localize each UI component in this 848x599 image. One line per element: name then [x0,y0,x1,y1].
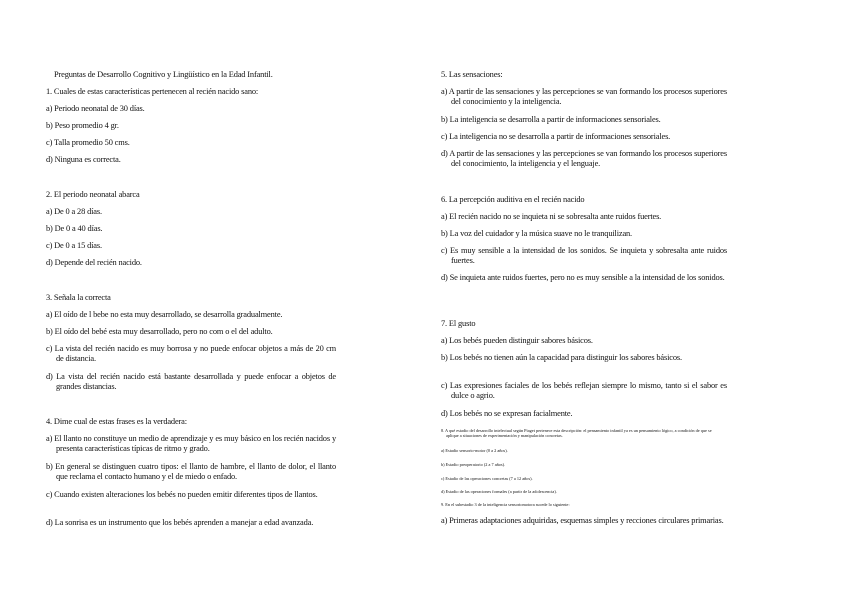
question-9: 9. En el subestadio 3 de la inteligencia sensoriomotora sucede lo siguiente: [441,502,570,507]
q4-option-d: d) La sonrisa es un instrumento que los bebés aprenden a manejar a edad avanzada. [46,518,314,527]
q8-option-a: a) Estadio sensorio-motor (0 a 2 años). [441,448,508,453]
q2-option-c: c) De 0 a 15 días. [46,241,102,250]
q2-option-b: b) De 0 a 40 días. [46,224,103,233]
q3-option-c: c) La vista del recién nacido es muy borrosa y no puede enfocar objetos a más de 20 cm de distancia. [46,344,336,363]
q4-option-b: b) En general se distinguen cuatro tipos: el llanto de hambre, el llanto de dolor, el llanto que reclama el contacto humano y el de miedo o enfado. [46,462,336,481]
question-8: 8. A qué estadio del desarrollo intelectual según Piaget pertenece esta descripción: el pensamiento infantil ya es un pensamiento lógico, a condición de que se aplique a situaciones de experimentación y manipulación concretas. [441,428,712,439]
document-title: Preguntas de Desarrollo Cognitivo y Lingüístico en la Edad Infantil. [54,70,273,79]
q7-option-b: b) Los bebés no tienen aún la capacidad para distinguir los sabores básicos. [441,353,682,362]
q2-option-a: a) De 0 a 28 días. [46,207,102,216]
q7-option-c: c) Las expresiones faciales de los bebés reflejan siempre lo mismo, tanto si el sabor es dulce o agrio. [441,381,727,400]
question-6: 6. La percepción auditiva en el recién nacido [441,195,585,204]
q5-option-c: c) La inteligencia no se desarrolla a partir de informaciones sensoriales. [441,132,671,141]
q3-option-d: d) La vista del recién nacido está bastante desarrollada y puede enfocar a objetos de grandes distancias. [46,372,336,391]
question-2: 2. El periodo neonatal abarca [46,190,140,199]
q4-option-a: a) El llanto no constituye un medio de aprendizaje y es muy básico en los recién nacidos y presenta características típicas de ritmo y grado. [46,434,336,453]
question-1: 1. Cuales de estas características pertenecen al recién nacido sano: [46,87,259,96]
q7-option-a: a) Los bebés pueden distinguir sabores básicos. [441,336,593,345]
question-7: 7. El gusto [441,319,476,328]
question-4: 4. Dime cual de estas frases es la verdadera: [46,417,187,426]
q5-option-a: a) A partir de las sensaciones y las percepciones se van formando los procesos superiores del conocimiento y la inteligencia. [441,87,727,106]
question-5: 5. Las sensaciones: [441,70,503,79]
q2-option-d: d) Depende del recién nacido. [46,258,142,267]
q5-option-d: d) A partir de las sensaciones y las percepciones se van formando los procesos superiores del conocimiento, la inteligencia y el lenguaje. [441,149,727,168]
q3-option-a: a) El oído de l bebe no esta muy desarrollado, se desarrolla gradualmente. [46,310,283,319]
q1-option-a: a) Periodo neonatal de 30 días. [46,104,145,113]
q7-option-d: d) Los bebés no se expresan facialmente. [441,409,573,418]
q6-option-b: b) La voz del cuidador y la música suave no le tranquilizan. [441,229,632,238]
question-3: 3. Señala la correcta [46,293,111,302]
q5-option-b: b) La inteligencia se desarrolla a partir de informaciones sensoriales. [441,115,661,124]
q1-option-d: d) Ninguna es correcta. [46,155,121,164]
q8-option-c: c) Estadio de las operaciones concretas (7 a 12 años). [441,476,533,481]
q4-option-c: c) Cuando existen alteraciones los bebés no pueden emitir diferentes tipos de llantos. [46,490,318,499]
q3-option-b: b) El oído del bebé esta muy desarrollado, pero no com o el del adulto. [46,327,273,336]
q6-option-a: a) El recién nacido no se inquieta ni se sobresalta ante ruidos fuertes. [441,212,662,221]
q8-option-b: b) Estadio preoperatorio (2 a 7 años). [441,462,506,467]
q1-option-c: c) Talla promedio 50 cms. [46,138,130,147]
q9-option-a: a) Primeras adaptaciones adquiridas, esquemas simples y recciones circulares primarias. [441,516,724,525]
q6-option-d: d) Se inquieta ante ruidos fuertes, pero no es muy sensible a la intensidad de los sonidos. [441,273,725,282]
q1-option-b: b) Peso promedio 4 gr. [46,121,119,130]
q6-option-c: c) Es muy sensible a la intensidad de los sonidos. Se inquieta y sobresalta ante ruidos fuertes. [441,246,727,265]
q8-option-d: d) Estadio de las operaciones formales (a partir de la adolescencia). [441,489,557,494]
